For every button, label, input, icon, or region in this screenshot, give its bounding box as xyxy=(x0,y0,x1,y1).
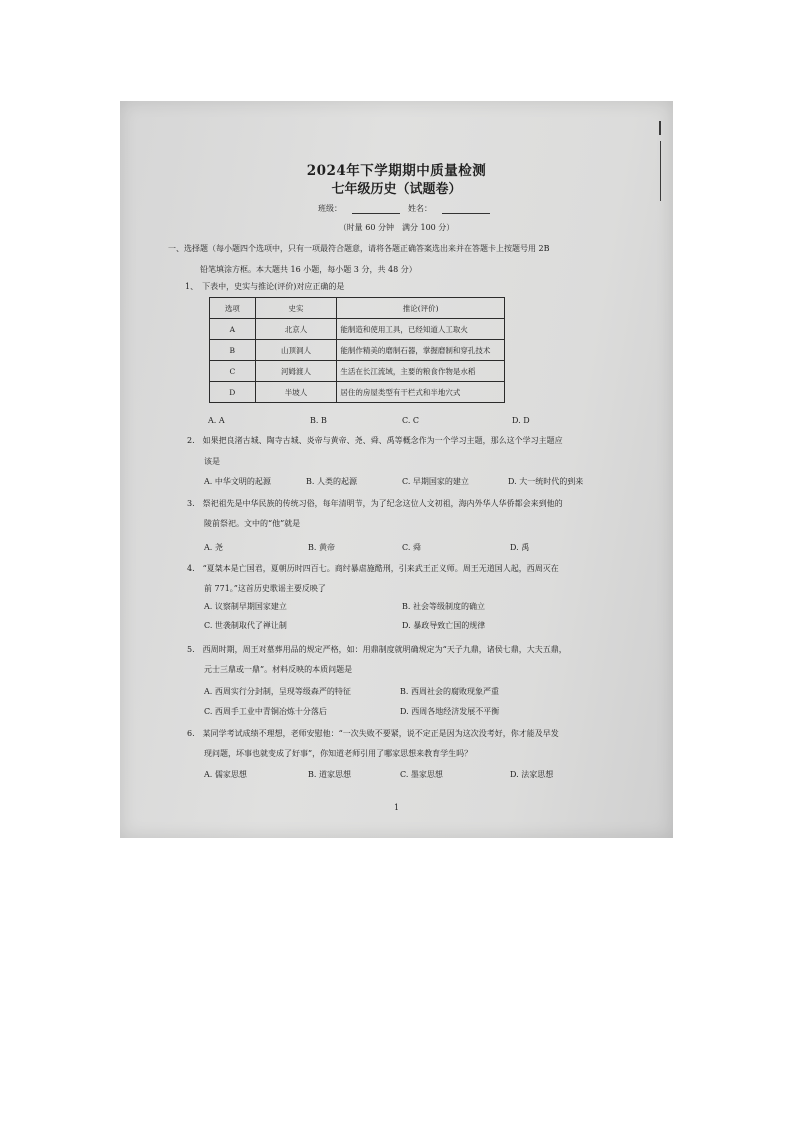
table-cell: 能制作精美的磨制石器，掌握磨制和穿孔技术 xyxy=(337,340,505,361)
q6-option-c: C. 墨家思想 xyxy=(400,770,443,779)
q5-option-c: C. 西周手工业中青铜冶炼十分落后 xyxy=(204,707,327,716)
table-cell: A xyxy=(210,319,256,340)
table-row xyxy=(210,382,505,403)
q3-option-a: A. 尧 xyxy=(204,543,223,552)
scanned-exam-page xyxy=(120,101,673,838)
q4-option-d: D. 暴政导致亡国的规律 xyxy=(402,621,486,630)
q5-option-b: B. 西周社会的腐败现象严重 xyxy=(400,687,499,696)
q1-option-c: C. C xyxy=(402,416,420,425)
section-heading-line1: 一、选择题（每小题四个选项中，只有一项最符合题意，请将各题正确答案选出来并在答题卡上按题号用 2B xyxy=(168,244,550,253)
table-cell: 河姆渡人 xyxy=(255,361,337,382)
class-blank xyxy=(352,205,400,214)
q2-option-d: D. 大一统时代的到来 xyxy=(508,477,584,486)
table-row xyxy=(210,340,505,361)
time-info: （时量 60 分钟 满分 100 分） xyxy=(338,223,455,232)
table-header-row xyxy=(210,298,505,319)
scan-edge-mark xyxy=(659,121,661,135)
q3-option-b: B. 黄帝 xyxy=(308,543,335,552)
q4-option-a: A. 议察制早期国家建立 xyxy=(204,602,287,611)
table-row xyxy=(210,319,505,340)
table-cell: 山顶洞人 xyxy=(255,340,337,361)
q2-option-c: C. 早期国家的建立 xyxy=(402,477,469,486)
table-cell: 能制造和使用工具，已经知道人工取火 xyxy=(337,319,505,340)
q5-stem-line2: 元士三鼎或一鼎”。材料反映的本质问题是 xyxy=(204,665,353,674)
exam-title: 2024年下学期期中质量检测 xyxy=(306,163,487,179)
class-label: 班级： xyxy=(318,204,342,213)
q2-option-b: B. 人类的起源 xyxy=(306,477,357,486)
table-header: 推论(评价) xyxy=(337,298,505,319)
q1-stem: 1、 下表中，史实与推论(评价)对应正确的是 xyxy=(185,282,345,291)
q4-option-c: C. 世袭制取代了禅让制 xyxy=(204,621,287,630)
q2-stem-line2: 该是 xyxy=(204,457,220,466)
q1-table xyxy=(209,297,505,403)
name-blank xyxy=(442,205,490,214)
q4-stem-line1: 4. “夏桀本是亡国君，夏朝历时四百七。商纣暴虐施酷刑，引来武王正义师。周王无道国人起，西周灭在 xyxy=(187,564,559,573)
student-info xyxy=(318,203,490,214)
table-header: 史实 xyxy=(255,298,337,319)
q6-stem-line2: 现问题，坏事也就变成了好事”，你知道老师引用了哪家思想来教育学生吗？ xyxy=(204,749,473,758)
q6-option-d: D. 法家思想 xyxy=(510,770,554,779)
q5-option-a: A. 西周实行分封制，呈现等级森严的特征 xyxy=(204,687,351,696)
q4-stem-line2: 前 771。”这首历史歌谣主要反映了 xyxy=(204,584,326,593)
table-cell: 北京人 xyxy=(255,319,337,340)
q4-option-b: B. 社会等级制度的确立 xyxy=(402,602,485,611)
name-label: 姓名： xyxy=(408,204,432,213)
q1-option-d: D. D xyxy=(512,416,530,425)
q3-stem-line1: 3. 祭祀祖先是中华民族的传统习俗，每年清明节，为了纪念这位人文初祖，海内外华人华侨都会来到他的 xyxy=(187,499,563,508)
q2-stem-line1: 2. 如果把良渚古城、陶寺古城、炎帝与黄帝、尧、舜、禹等概念作为一个学习主题，那么这个学习主题应 xyxy=(187,436,563,445)
table-cell: 半坡人 xyxy=(255,382,337,403)
q6-stem-line1: 6. 某同学考试成绩不理想，老师安慰他：“一次失败不要紧，说不定正是因为这次没考好，你才能及早发 xyxy=(187,729,559,738)
page-number: 1 xyxy=(393,803,400,812)
q5-stem-line1: 5. 西周时期，周王对墓葬用品的规定严格，如：用鼎制度就明确规定为“天子九鼎，诸侯七鼎，大夫五鼎， xyxy=(187,645,567,654)
q6-option-b: B. 道家思想 xyxy=(308,770,351,779)
table-cell: B xyxy=(210,340,256,361)
q6-option-a: A. 儒家思想 xyxy=(204,770,247,779)
exam-subtitle: 七年级历史（试题卷） xyxy=(331,182,462,197)
table-row xyxy=(210,361,505,382)
section-heading-line2: 铅笔填涂方框。本大题共 16 小题，每小题 3 分，共 48 分） xyxy=(200,265,417,274)
q2-option-a: A. 中华文明的起源 xyxy=(204,477,271,486)
q1-option-a: A. A xyxy=(208,416,225,425)
q1-option-b: B. B xyxy=(310,416,327,425)
table-cell: 生活在长江流域，主要的粮食作物是水稻 xyxy=(337,361,505,382)
q5-option-d: D. 西周各地经济发展不平衡 xyxy=(400,707,500,716)
table-cell: D xyxy=(210,382,256,403)
table-cell: C xyxy=(210,361,256,382)
q3-option-c: C. 舜 xyxy=(402,543,421,552)
q3-stem-line2: 陵前祭祀。文中的“他”就是 xyxy=(204,519,301,528)
table-header: 选项 xyxy=(210,298,256,319)
table-cell: 居住的房屋类型有干栏式和半地穴式 xyxy=(337,382,505,403)
q3-option-d: D. 禹 xyxy=(510,543,530,552)
